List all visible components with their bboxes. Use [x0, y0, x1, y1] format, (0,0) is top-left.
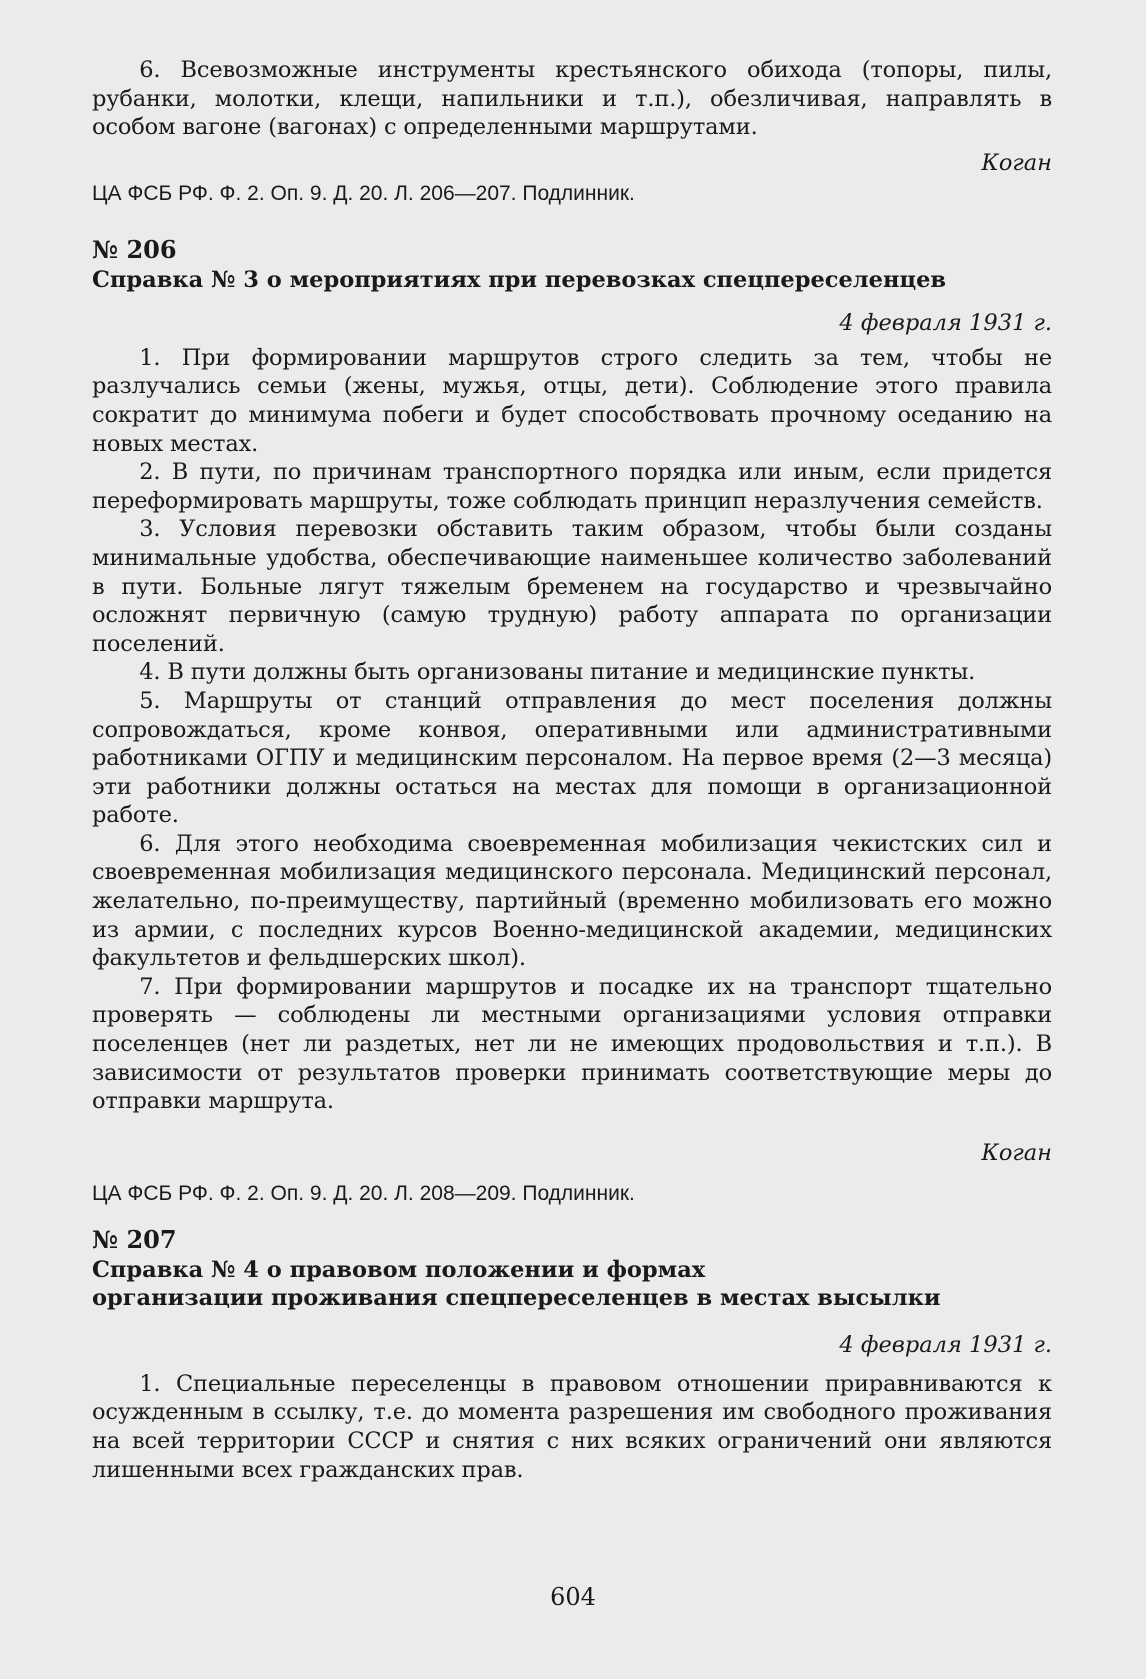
list-item: 7. При формировании маршрутов и посадке их на транспорт тщательно проверять — соблюдены ли местными организациями условия отправки поселенцев (нет ли раздетых, нет ли не имеющих продовольствия и т.п.). В зависимости от результатов проверки принимать соответствующие меры до отправки маршрута.	[92, 973, 1052, 1115]
signature-kogan-2: Коган	[981, 1139, 1052, 1166]
doc-number-206: № 206	[92, 234, 177, 264]
list-item: 6. Для этого необходима своевременная мобилизация чекистских сил и своевременная мобилизация медицинского персонала. Медицинский персонал, желательно, по-преимуществу, партийный (временно мобилизовать его можно из армии, с последних курсов Военно-медицинской академии, медицинских факультетов и фельдшерских школ).	[92, 830, 1052, 972]
list-item: 1. Специальные переселенцы в правовом отношении приравниваются к осужденным в ссылку, т.е. до момента разрешения им свободного проживания на всей территории СССР и снятия с них всяких ограничений они являются лишенными всех гражданских прав.	[92, 1370, 1052, 1483]
doc-number-207: № 207	[92, 1224, 177, 1254]
list-item: 5. Маршруты от станций отправления до мест поселения должны сопровождаться, кроме конвоя, оперативными или административными работниками ОГПУ и медицинским персоналом. На первое время (2—3 месяца) эти работники должны остаться на местах для помощи в организационной работе.	[92, 687, 1052, 829]
doc-date-206: 4 февраля 1931 г.	[839, 309, 1052, 336]
list-item: 2. В пути, по причинам транспортного порядка или иным, если придется переформировать маршруты, тоже соблюдать принцип неразлучения семейств.	[92, 459, 1052, 514]
doc-206-body	[92, 344, 1052, 1116]
list-item: 1. При формировании маршрутов строго следить за тем, чтобы не разлучались семьи (жены, мужья, отцы, дети). Соблюдение этого правила сократит до минимума побеги и будет способствовать прочному оседанию на новых местах.	[92, 344, 1052, 457]
doc-207-body	[92, 1370, 1052, 1484]
source-note-1: ЦА ФСБ РФ. Ф. 2. Оп. 9. Д. 20. Л. 206—207. Подлинник.	[92, 181, 635, 205]
list-item: 3. Условия перевозки обставить таким образом, чтобы были созданы минимальные удобства, обеспечивающие наименьшее количество заболеваний в пути. Больные лягут тяжелым бременем на государство и чрезвычайно осложнят первичную (самую трудную) работу аппарата по организации поселений.	[92, 516, 1052, 657]
doc-title-206: Справка № 3 о мероприятиях при перевозках спецпереселенцев	[92, 266, 947, 293]
doc-title-207-line1: Справка № 4 о правовом положении и формах	[92, 1256, 706, 1283]
list-item: 4. В пути должны быть организованы питание и медицинские пункты.	[139, 659, 976, 686]
source-note-2: ЦА ФСБ РФ. Ф. 2. Оп. 9. Д. 20. Л. 208—209. Подлинник.	[92, 1181, 635, 1205]
signature-kogan-1: Коган	[981, 149, 1052, 176]
doc-date-207: 4 февраля 1931 г.	[839, 1331, 1052, 1358]
intro-item: 6. Всевозможные инструменты крестьянского обихода (топоры, пилы, рубанки, молотки, клещи, напильники и т.п.), обезличивая, направлять в особом вагоне (вагонах) с определенными маршрутами.	[92, 57, 1052, 141]
doc-title-207-line2: организации проживания спецпереселенцев в местах высылки	[92, 1284, 941, 1311]
page-number: 604	[550, 1583, 596, 1611]
text-column	[92, 56, 1052, 1484]
